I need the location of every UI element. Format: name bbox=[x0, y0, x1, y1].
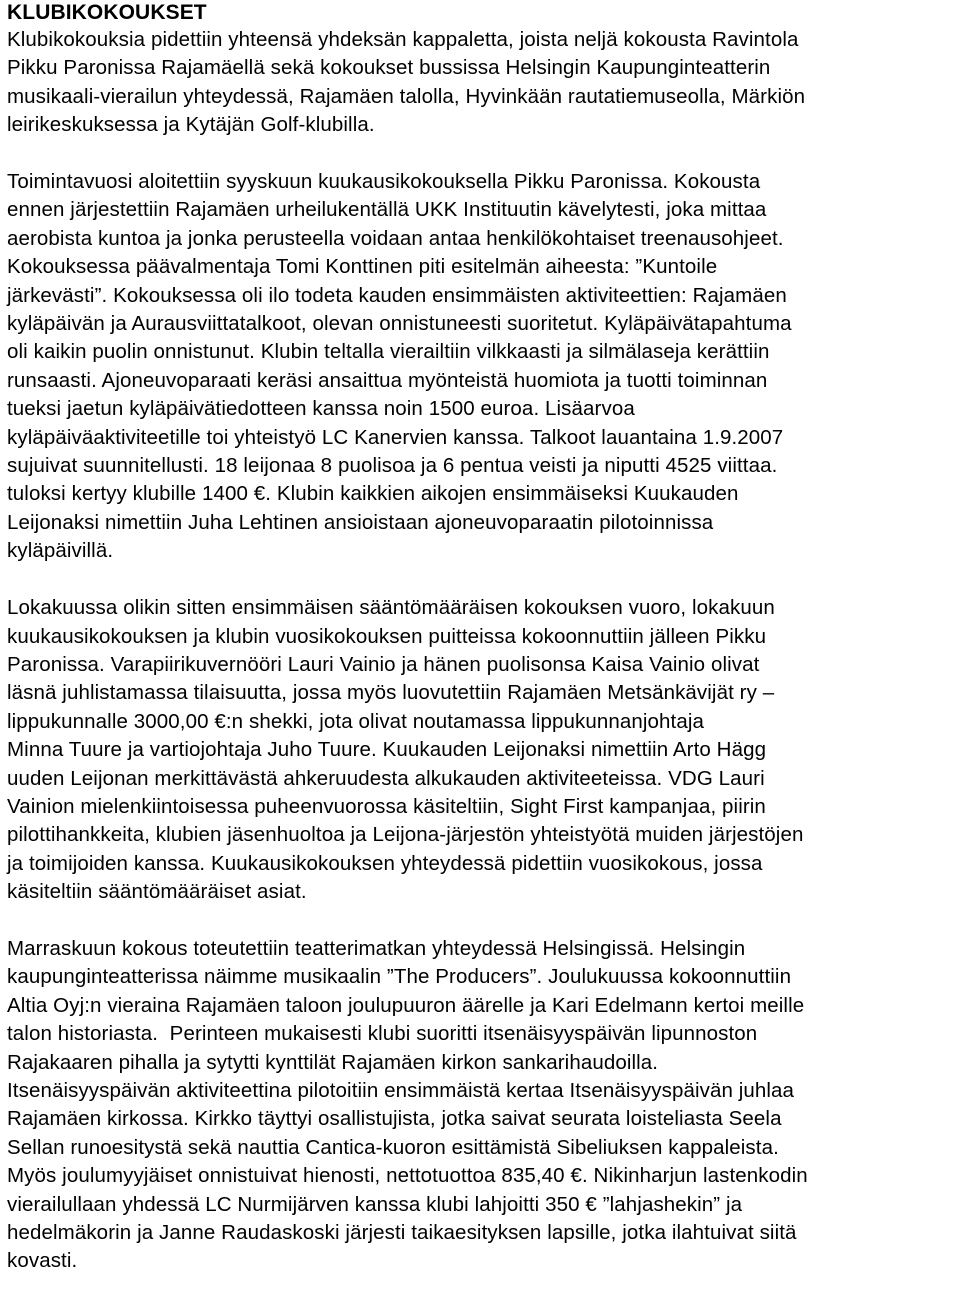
text-line: vierailullaan yhdessä LC Nurmijärven kanssa klubi lahjoitti 350 € ”lahjashekin” ja bbox=[7, 1192, 743, 1216]
text-line: pilottihankkeita, klubien jäsenhuoltoa ja Leijona-järjestön yhteistyötä muiden järjestöjen bbox=[7, 823, 804, 847]
text-line: musikaali-vierailun yhteydessä, Rajamäen talolla, Hyvinkään rautatiemuseolla, Märkiön bbox=[7, 84, 806, 108]
text-line: Sellan runoesitystä sekä nauttia Cantica-kuoron esittämistä Sibeliuksen kappaleista. bbox=[7, 1135, 779, 1159]
text-line: tuloksi kertyy klubille 1400 €. Klubin kaikkien aikojen ensimmäiseksi Kuukauden bbox=[7, 482, 739, 506]
text-line: Leijonaksi nimettiin Juha Lehtinen ansioistaan ajoneuvoparaatin pilotoinnissa bbox=[7, 510, 714, 534]
text-line: kyläpäiväaktiviteetille toi yhteistyö LC Kanervien kanssa. Talkoot lauantaina 1.9.2007 bbox=[7, 425, 784, 449]
text-line: kyläpäivän ja Aurausviittatalkoot, olevan onnistuneesti suoritetut. Kyläpäivätapahtuma bbox=[7, 312, 792, 336]
text-line: Myös joulumyyjäiset onnistuivat hienosti, nettotuottoa 835,40 €. Nikinharjun lastenkodin bbox=[7, 1164, 808, 1188]
text-line: käsiteltiin sääntömääräiset asiat. bbox=[7, 880, 307, 904]
page-title: KLUBIKOKOUKSET bbox=[7, 1, 207, 24]
paragraph bbox=[7, 26, 960, 140]
text-line: Klubikokouksia pidettiin yhteensä yhdeksän kappaletta, joista neljä kokousta Ravintola bbox=[7, 28, 799, 51]
document-body bbox=[7, 26, 960, 1276]
text-line: talon historiasta. Perinteen mukaisesti klubi suoritti itsenäisyyspäivän lipunnoston bbox=[7, 1022, 758, 1046]
text-line: Minna Tuure ja vartiojohtaja Juho Tuure. Kuukauden Leijonaksi nimettiin Arto Hägg bbox=[7, 738, 767, 762]
text-line: sujuivat suunnitellusti. 18 leijonaa 8 puolisoa ja 6 pentua veisti ja niputti 4525 viittaa. bbox=[7, 454, 778, 478]
text-line: runsaasti. Ajoneuvoparaati keräsi ansaittua myönteistä huomiota ja tuotti toiminnan bbox=[7, 368, 768, 392]
paragraph bbox=[7, 594, 960, 906]
text-line: kovasti. bbox=[7, 1249, 78, 1273]
text-line: Toimintavuosi aloitettiin syyskuun kuukausikokouksella Pikku Paronissa. Kokousta bbox=[7, 170, 761, 194]
text-line: tueksi jaetun kyläpäivätiedotteen kanssa noin 1500 euroa. Lisäarvoa bbox=[7, 397, 635, 421]
text-line: uuden Leijonan merkittävästä ahkeruudesta alkukauden aktiviteeteissa. VDG Lauri bbox=[7, 766, 765, 790]
text-line: kuukausikokouksen ja klubin vuosikokouksen puitteissa kokoonnuttiin jälleen Pikku bbox=[7, 624, 767, 648]
paragraph bbox=[7, 935, 960, 1276]
text-line: läsnä juhlistamassa tilaisuutta, jossa myös luovutettiin Rajamäen Metsänkävijät ry – bbox=[7, 681, 775, 705]
text-line: Altia Oyj:n vieraina Rajamäen taloon joulupuuron äärelle ja Kari Edelmann kertoi meille bbox=[7, 993, 805, 1017]
paragraph bbox=[7, 168, 960, 566]
text-line: Paronissa. Varapiirikuvernööri Lauri Vainio ja hänen puolisonsa Kaisa Vainio olivat bbox=[7, 652, 760, 676]
text-line: Marraskuun kokous toteutettiin teatterimatkan yhteydessä Helsingissä. Helsingin bbox=[7, 936, 746, 960]
text-line: ennen järjestettiin Rajamäen urheilukentällä UKK Instituutin kävelytesti, joka mittaa bbox=[7, 198, 767, 222]
text-line: Kokouksessa päävalmentaja Tomi Konttinen piti esitelmän aiheesta: ”Kuntoile bbox=[7, 255, 718, 279]
text-line: kaupunginteatterissa näimme musikaalin ”The Producers”. Joulukuussa kokoonnuttiin bbox=[7, 965, 792, 989]
text-line: Vainion mielenkiintoisessa puheenvuorossa käsiteltiin, Sight First kampanjaa, piirin bbox=[7, 794, 766, 818]
text-line: kyläpäivillä. bbox=[7, 539, 114, 563]
text-line: Itsenäisyyspäivän aktiviteettina pilotoitiin ensimmäistä kertaa Itsenäisyyspäivän juhlaa bbox=[7, 1078, 795, 1102]
text-line: hedelmäkorin ja Janne Raudaskoski järjesti taikaesityksen lapsille, jotka ilahtuivat siitä bbox=[7, 1221, 797, 1245]
text-line: ja toimijoiden kanssa. Kuukausikokouksen yhteydessä pidettiin vuosikokous, jossa bbox=[7, 851, 763, 875]
text-line: Pikku Paronissa Rajamäellä sekä kokoukset bussissa Helsingin Kaupunginteatterin bbox=[7, 56, 771, 80]
text-line: Rajakaaren pihalla ja sytytti kynttilät Rajamäen kirkon sankarihaudoilla. bbox=[7, 1050, 659, 1074]
text-line: Lokakuussa olikin sitten ensimmäisen sääntömääräisen kokouksen vuoro, lokakuun bbox=[7, 596, 775, 620]
text-line: leirikeskuksessa ja Kytäjän Golf-klubilla. bbox=[7, 113, 375, 137]
document-page bbox=[7, 0, 960, 1304]
text-line: aerobista kuntoa ja jonka perusteella voidaan antaa henkilökohtaiset treenausohjeet. bbox=[7, 226, 784, 250]
text-line: oli kaikin puolin onnistunut. Klubin teltalla vierailtiin vilkkaasti ja silmälaseja kerättiin bbox=[7, 340, 770, 364]
text-line: järkevästi”. Kokouksessa oli ilo todeta kauden ensimmäisten aktiviteettien: Rajamäen bbox=[7, 283, 787, 307]
text-line: Rajamäen kirkossa. Kirkko täyttyi osallistujista, jotka saivat seurata loisteliasta Seela bbox=[7, 1107, 782, 1131]
text-line: lippukunnalle 3000,00 €:n shekki, jota olivat noutamassa lippukunnanjohtaja bbox=[7, 709, 705, 733]
